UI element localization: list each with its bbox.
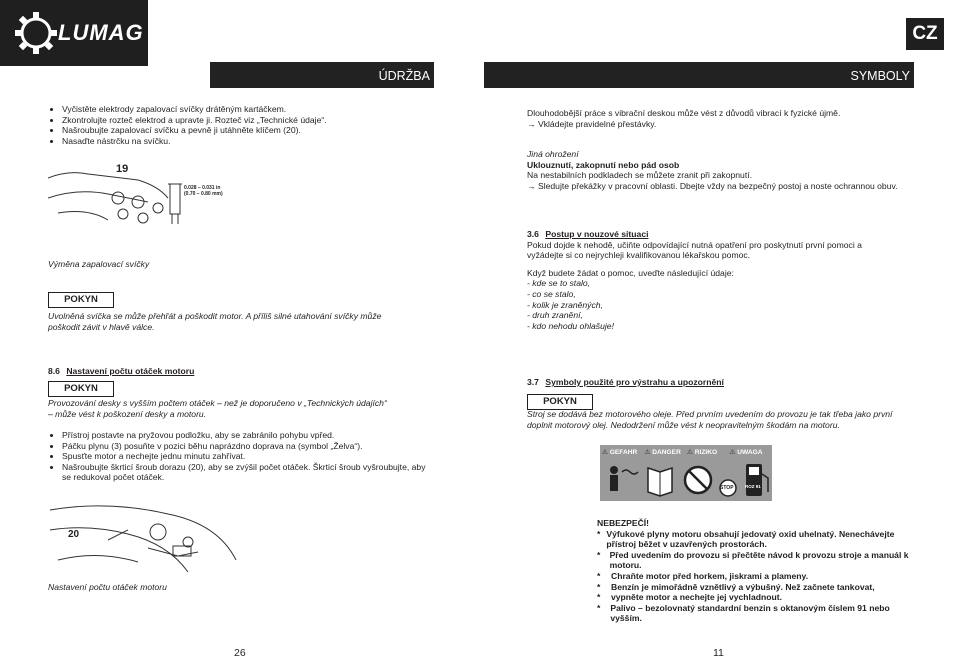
rpm-steps: [48, 430, 428, 483]
list-item: • Zkontrolujte rozteč elektrod a upravte ji. Rozteč viz „Technické údaje“.: [62, 115, 428, 126]
figure-caption: Výměna zapalovací svíčky: [48, 259, 150, 269]
section-title: Nastavení počtu otáček motoru: [66, 366, 195, 376]
list-item: * vypněte motor a nechejte jej vychladnout.: [597, 592, 782, 603]
pokyn-label: POKYN: [48, 381, 114, 397]
logo-text: LUMAG: [58, 20, 144, 45]
throttle-drawing-icon: [48, 500, 240, 580]
section-number: 3.7: [527, 377, 539, 387]
symbol-label: ⚠ UWAGA: [729, 449, 763, 456]
list-item: * Benzín je mimořádně vznětlivý a výbušný. Než začnete tankovat,: [597, 581, 875, 592]
list-item: • Vyčistěte elektrody zapalovací svíčky drátěným kartáčkem.: [62, 104, 428, 115]
figure-number: 19: [116, 163, 129, 175]
symbol-label: ⚠ DANGER: [644, 449, 681, 456]
section-title: Symboly použité pro výstrahu a upozornění: [545, 377, 724, 387]
slip-title: Uklouznutí, zakopnutí nebo pád osob: [527, 159, 680, 170]
pokyn-label: POKYN: [48, 292, 114, 308]
slip-text: Na nestabilních podkladech se můžete zranit při zakopnutí.: [527, 170, 752, 181]
page-number-left: 26: [234, 647, 246, 659]
pokyn-text: Stroj se dodává bez motorového oleje. Před prvním uvedením do provozu je tak třeba jako první doplnit motorový olej. Nedodržení může vést k neopravitelným škodám na motoru.: [527, 409, 893, 430]
gap-inch-label: 0.028 – 0.031 in: [184, 185, 221, 191]
pokyn-text: [48, 398, 428, 419]
other-hazards: [527, 149, 902, 191]
logo: [0, 0, 148, 66]
section-title: Postup v nouzové situaci: [545, 229, 649, 239]
vibration-advice: → Vkládejte pravidelné přestávky.: [527, 118, 657, 129]
gap-mm-label: (0.70 – 0.80 mm): [184, 191, 223, 197]
symbol-label: ⚠ GEFAHR: [602, 449, 638, 456]
spark-plug-steps: [48, 104, 428, 146]
fuel-label: ROZ 91: [745, 484, 761, 489]
list-item: - kolik je zraněných,: [527, 299, 603, 310]
list-item: - co se stalo,: [527, 288, 576, 299]
list-item: • Páčku plynu (3) posuňte v pozici běhu naprázdno doprava na (symbol „Želva“).: [62, 441, 428, 452]
pokyn-text: Uvolněná svíčka se může přehřát a poškodit motor. A příliš silné utahování svíčky může poškodit závit v hlavě válce.: [48, 311, 382, 332]
list-item: • Přístroj postavte na pryžovou podložku, aby se zabránilo pohybu vpřed.: [62, 430, 428, 441]
slip-advice: → Sledujte překážky v pracovní oblasti. Dbejte vždy na bezpečný postoj a noste ochrannou obuv.: [527, 180, 898, 191]
vibration-text: Dlouhodobější práce s vibrační deskou může vést z důvodů vibrací k fyzické újmě.: [527, 108, 841, 118]
throttle-figure: [48, 500, 240, 580]
list-item: - kdo nehodu ohlašuje!: [527, 320, 614, 331]
danger-title: NEBEZPEČÍ!: [597, 518, 650, 528]
stop-label: STOP: [720, 485, 734, 491]
list-item: * Chraňte motor před horkem, jiskrami a plameny.: [597, 570, 809, 581]
vibration-warning: [527, 108, 907, 129]
emergency-section: [527, 229, 899, 331]
figure-number: 20: [68, 529, 80, 540]
list-item: - druh zranění,: [527, 310, 583, 321]
danger-section: [597, 518, 909, 624]
list-item: * Výfukové plyny motoru obsahují jedovatý oxid uhelnatý. Nenechávejte přístroj běžet v uzavřených prostorách.: [597, 528, 895, 550]
pokyn-text-line: – může vést k poškození desky a motoru.: [48, 408, 207, 419]
list-item: • Spusťte motor a nechejte jednu minutu zahřívat.: [62, 451, 428, 462]
other-hazards-title: Jiná ohrožení: [527, 149, 579, 159]
section-number: 8.6: [48, 366, 60, 376]
page-number-right: 11: [713, 647, 724, 659]
emergency-info-intro: Když budete žádat o pomoc, uveďte následující údaje:: [527, 267, 734, 278]
pokyn-label: POKYN: [527, 394, 593, 410]
spark-plug-figure: [48, 158, 224, 230]
list-item: * Palivo – bezolovnatý standardní benzin s oktanovým číslem 91 nebo vyšším.: [597, 602, 890, 624]
pictograms-icon: [600, 460, 772, 500]
list-item: • Našroubujte zapalovací svíčku a pevně ji utáhněte klíčem (20).: [62, 125, 428, 136]
language-badge: CZ: [906, 18, 944, 50]
list-item: • Našroubujte škrticí šroub dorazu (20), aby se zvýšil počet otáček. Škrticí šroub vyšroubujte, aby se redukoval počet otáček.: [62, 462, 428, 483]
section-number: 3.6: [527, 229, 539, 239]
symbol-label: ⚠ RIZIKO: [687, 449, 718, 456]
figure-caption: Nastavení počtu otáček motoru: [48, 582, 167, 592]
pokyn-text-line: Provozování desky s vyšším počtem otáček – než je doporučeno v „Technických údajích“: [48, 398, 387, 408]
list-item: - kde se to stalo,: [527, 278, 591, 289]
section-title-right: SYMBOLY: [484, 62, 914, 88]
section-title-left: ÚDRŽBA: [210, 62, 434, 88]
list-item: • Nasaďte nástrčku na svíčku.: [62, 136, 428, 147]
section-heading-3-7: [527, 377, 724, 388]
emergency-text: Pokud dojde k nehodě, učiňte odpovídající nutná opatření pro poskytnutí první pomoci a vyžádejte si co nejrychleji kvalifikovanou lékařskou pomoc.: [527, 239, 862, 261]
warning-symbols: [600, 445, 772, 501]
list-item: * Před uvedením do provozu si přečtěte návod k provozu stroje a manuál k motoru.: [597, 549, 909, 571]
section-heading-8-6: [48, 366, 194, 377]
